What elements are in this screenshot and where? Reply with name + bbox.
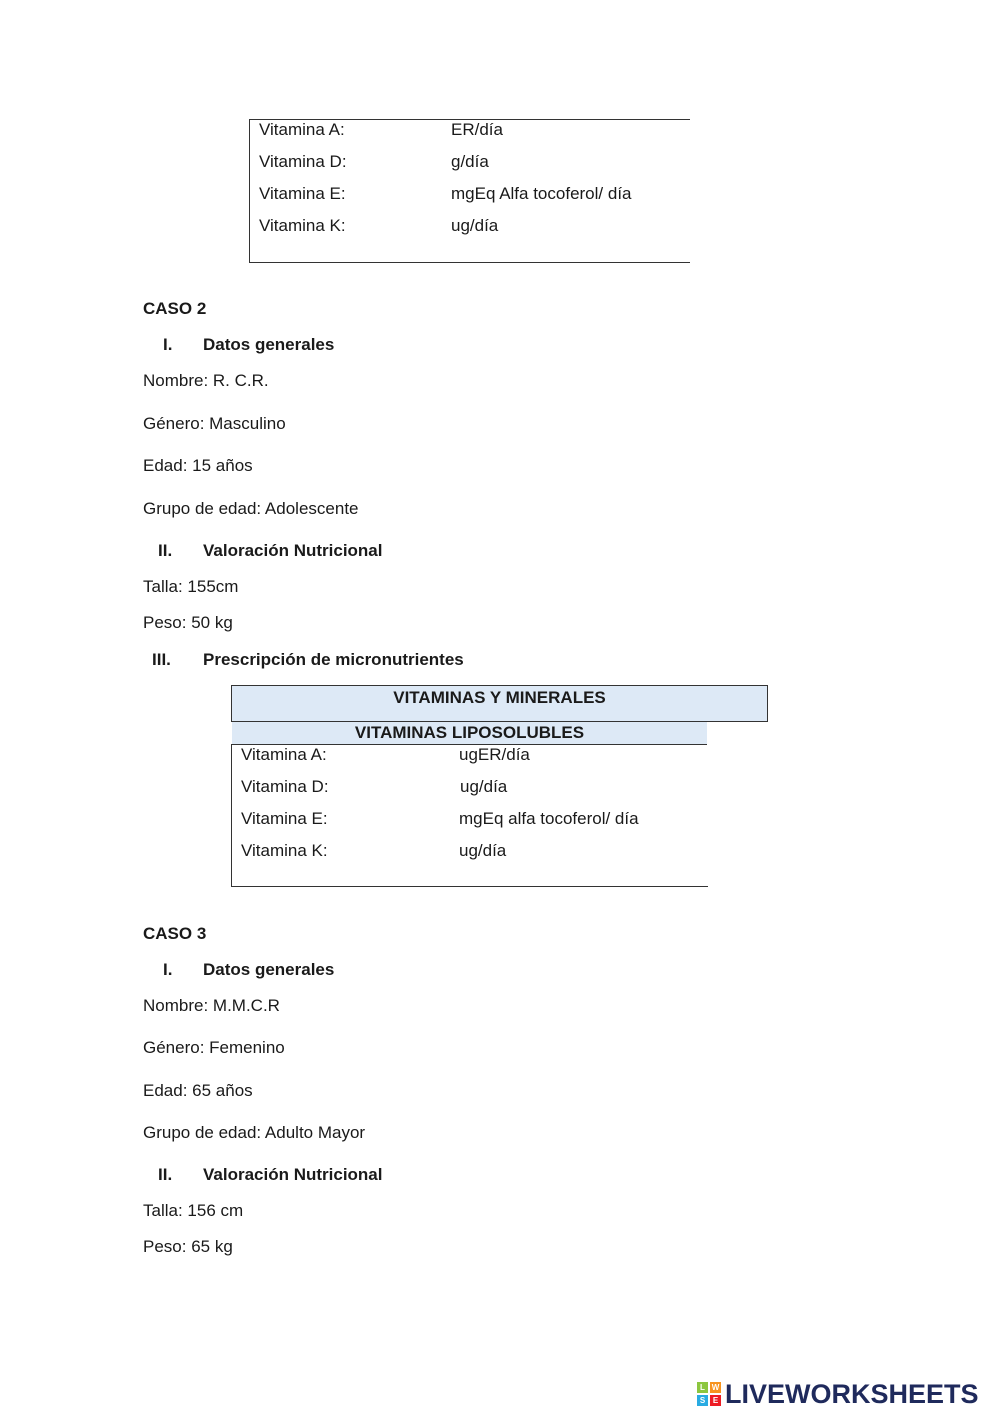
- caso2-section3-number: III.: [152, 650, 171, 669]
- caso2-vitamin-k-label: Vitamina K:: [241, 841, 328, 860]
- caso3-nombre: Nombre: M.M.C.R: [143, 996, 280, 1015]
- caso2-nombre: Nombre: R. C.R.: [143, 371, 269, 390]
- vitamin-e-label: Vitamina E:: [259, 184, 346, 203]
- logo-tile-icon: E: [710, 1395, 721, 1406]
- caso2-vitamin-e-label: Vitamina E:: [241, 809, 328, 828]
- caso3-section2-title: Valoración Nutricional: [203, 1165, 383, 1184]
- liveworksheets-logo-text: LIVEWORKSHEETS: [725, 1378, 979, 1409]
- caso2-genero: Género: Masculino: [143, 414, 286, 433]
- caso2-vitamin-e-unit: mgEq alfa tocoferol/ día: [459, 809, 639, 828]
- logo-tile-icon: W: [711, 1383, 720, 1392]
- vitamins-minerals-header: VITAMINAS Y MINERALES: [231, 685, 768, 722]
- caso3-title: CASO 3: [143, 924, 207, 943]
- caso2-grupo-edad: Grupo de edad: Adolescente: [143, 499, 359, 518]
- caso2-section2-title: Valoración Nutricional: [203, 541, 383, 560]
- vitamin-k-unit: ug/día: [451, 216, 499, 235]
- logo-tile-icon: S: [697, 1395, 708, 1406]
- caso2-vitamin-k-unit: ug/día: [459, 841, 507, 860]
- liveworksheets-logo-icon: [697, 1382, 721, 1406]
- caso2-section1-number: I.: [163, 335, 173, 354]
- caso3-genero: Género: Femenino: [143, 1038, 285, 1057]
- caso3-section1-title: Datos generales: [203, 960, 335, 979]
- liveworksheets-logo[interactable]: [697, 1379, 979, 1409]
- caso3-edad: Edad: 65 años: [143, 1081, 253, 1100]
- vitamin-d-label: Vitamina D:: [259, 152, 347, 171]
- caso2-title: CASO 2: [143, 299, 207, 318]
- caso2-vitamin-d-label: Vitamina D:: [241, 777, 329, 796]
- caso3-talla: Talla: 156 cm: [143, 1201, 244, 1220]
- liposoluble-vitamins-header: VITAMINAS LIPOSOLUBLES: [232, 722, 707, 745]
- vitamin-a-label: Vitamina A:: [259, 120, 345, 139]
- vitamin-e-unit: mgEq Alfa tocoferol/ día: [451, 184, 632, 203]
- caso2-vitamin-d-unit: ug/día: [460, 777, 508, 796]
- caso2-section3-title: Prescripción de micronutrientes: [203, 650, 464, 669]
- caso3-grupo-edad: Grupo de edad: Adulto Mayor: [143, 1123, 366, 1142]
- vitamin-a-unit: ER/día: [451, 120, 503, 139]
- logo-tile-icon: L: [697, 1382, 708, 1393]
- caso3-section1-number: I.: [163, 960, 173, 979]
- caso2-peso: Peso: 50 kg: [143, 613, 233, 632]
- caso3-section2-number: II.: [158, 1165, 173, 1184]
- caso2-section1-title: Datos generales: [203, 335, 335, 354]
- caso2-section2-number: II.: [158, 541, 173, 560]
- caso2-talla: Talla: 155cm: [143, 577, 239, 596]
- caso2-edad: Edad: 15 años: [143, 456, 253, 475]
- caso3-peso: Peso: 65 kg: [143, 1237, 233, 1256]
- caso2-vitamin-a-label: Vitamina A:: [241, 745, 327, 764]
- vitamin-k-label: Vitamina K:: [259, 216, 346, 235]
- caso2-vitamin-a-unit: ugER/día: [459, 745, 530, 764]
- vitamin-d-unit: g/día: [451, 152, 489, 171]
